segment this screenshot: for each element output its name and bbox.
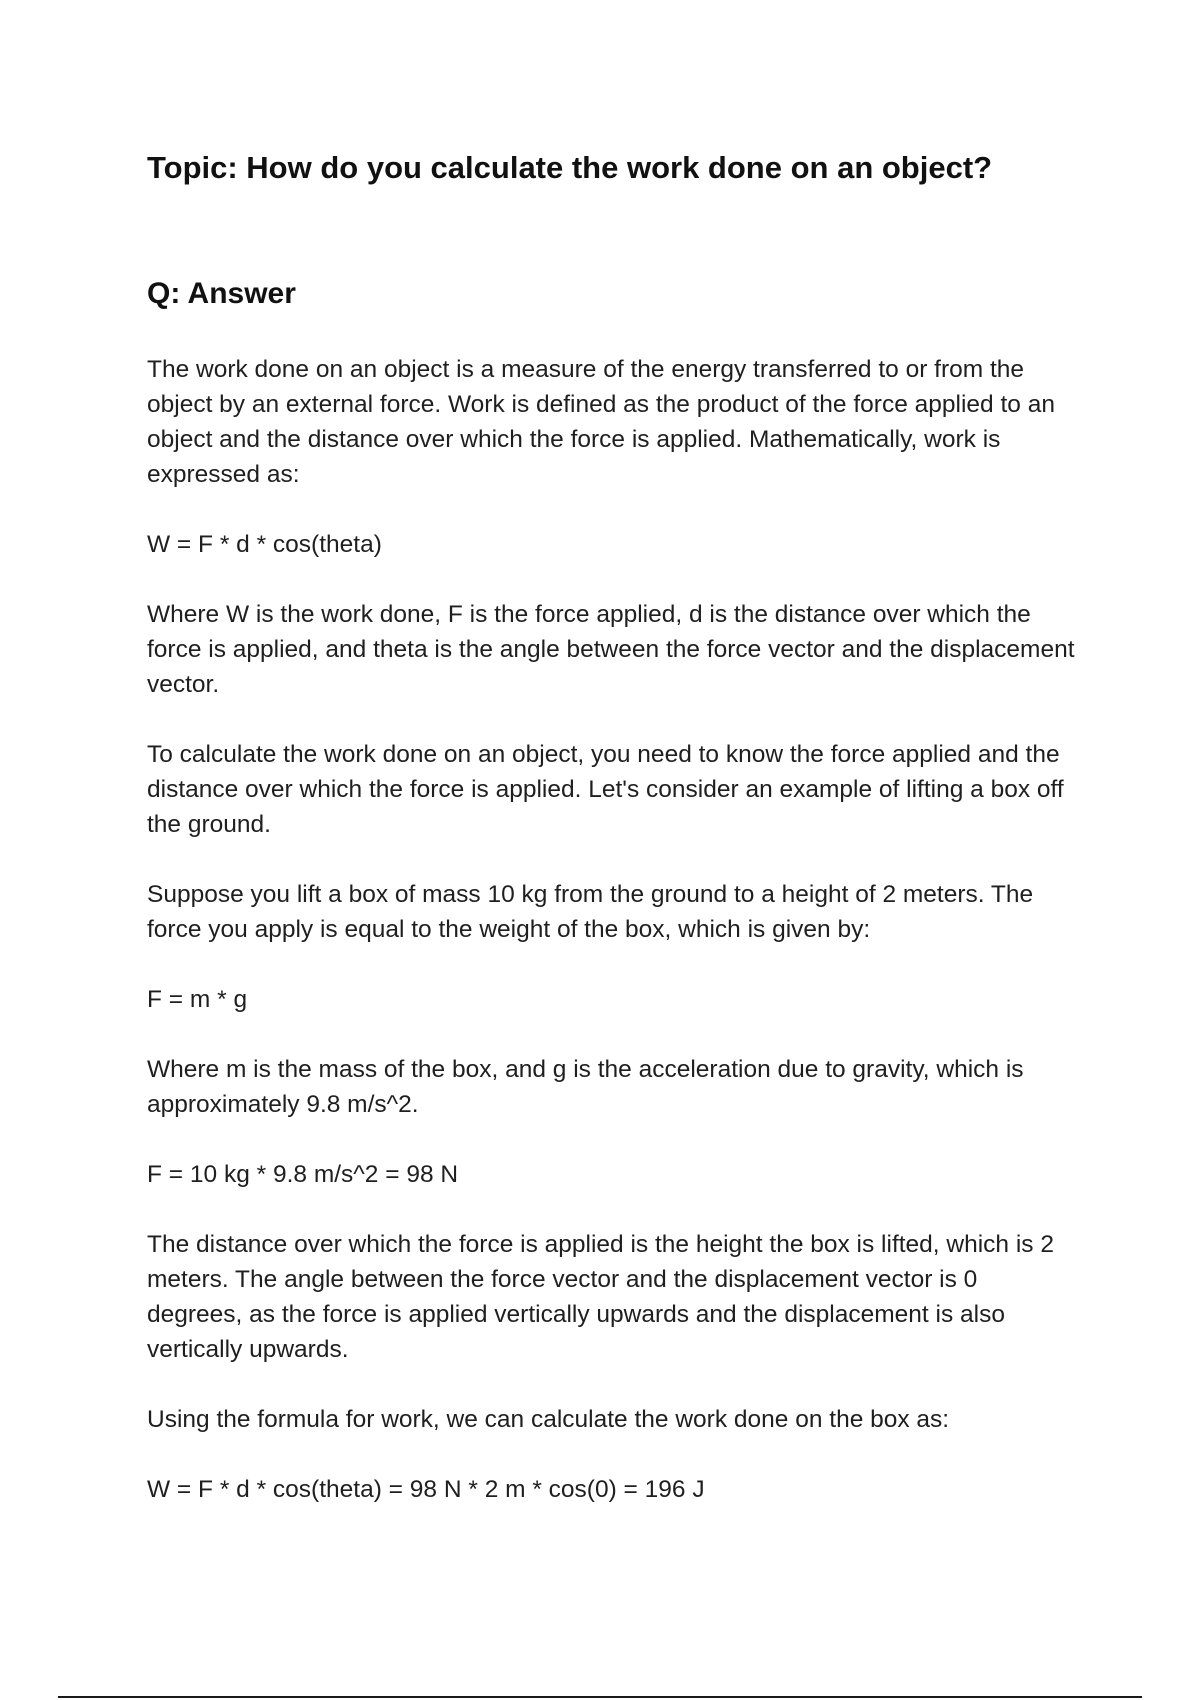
paragraph-distance-angle: The distance over which the force is applied is the height the box is lifted, which is 2 meters. The angle between the force vector and the displacement vector is 0 degrees, as the force is applied vertically upwards and the displacement is also vertically upwards. bbox=[147, 1231, 1054, 1363]
formula-force-value: F = 10 kg * 9.8 m/s^2 = 98 N bbox=[147, 1161, 459, 1188]
paragraph-example-intro: To calculate the work done on an object, you need to know the force applied and the distance over which the force is applied. Let's consider an example of lifting a box off the ground. bbox=[147, 741, 1064, 838]
paragraph-gravity: Where m is the mass of the box, and g is the acceleration due to gravity, which is approximately 9.8 m/s^2. bbox=[147, 1056, 1024, 1118]
answer-body bbox=[147, 352, 1077, 1507]
formula-work: W = F * d * cos(theta) bbox=[147, 531, 382, 558]
paragraph-apply-formula: Using the formula for work, we can calculate the work done on the box as: bbox=[147, 1406, 950, 1433]
formula-force: F = m * g bbox=[147, 986, 248, 1013]
paragraph-work-definition: The work done on an object is a measure of the energy transferred to or from the object by an external force. Work is defined as the product of the force applied to an object and the distance over which the force is applied. Mathematically, work is expressed as: bbox=[147, 356, 1055, 488]
paragraph-box-example: Suppose you lift a box of mass 10 kg from the ground to a height of 2 meters. The force you apply is equal to the weight of the box, which is given by: bbox=[147, 881, 1034, 943]
document-content bbox=[147, 148, 1077, 1542]
topic-title: Topic: How do you calculate the work done on an object? bbox=[147, 150, 993, 185]
footer-divider bbox=[58, 1696, 1142, 1698]
formula-work-result: W = F * d * cos(theta) = 98 N * 2 m * cos(0) = 196 J bbox=[147, 1476, 705, 1503]
answer-heading: Q: Answer bbox=[147, 277, 296, 310]
paragraph-variable-definitions: Where W is the work done, F is the force applied, d is the distance over which the force is applied, and theta is the angle between the force vector and the displacement vector. bbox=[147, 601, 1075, 698]
